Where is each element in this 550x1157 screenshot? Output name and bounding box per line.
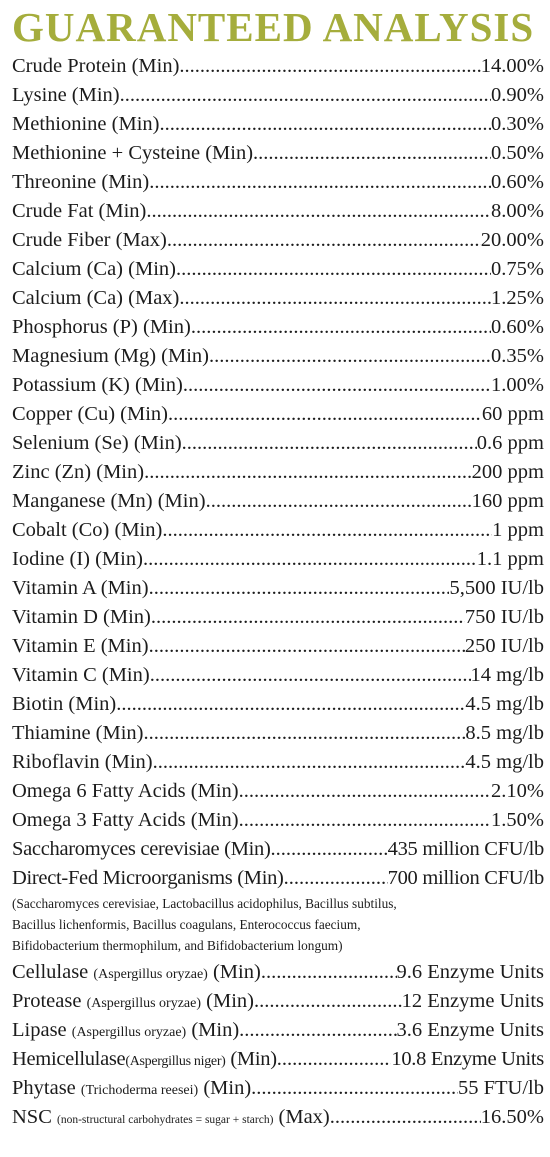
row-value: 0.35% (491, 345, 544, 367)
analysis-row-phytase (12, 1074, 544, 1103)
leader-dots (183, 371, 491, 400)
row-value: 60 ppm (481, 403, 544, 425)
analysis-row-crude-fat (12, 197, 544, 226)
enzyme-suffix: (Min) (212, 961, 261, 983)
row-label: Iodine (I) (Min) (12, 548, 143, 570)
enzyme-name: NSC (12, 1106, 52, 1128)
row-label: Direct-Fed Microorganisms (Min) (12, 867, 284, 889)
row-label: Copper (Cu) (Min) (12, 403, 169, 425)
enzyme-source: (Aspergillus oryzae) (71, 1025, 187, 1040)
note-line: Bifidobacterium thermophilum, and Bifidobacterium longum) (12, 938, 343, 953)
analysis-row-manganese (12, 487, 544, 516)
row-label: Potassium (K) (Min) (12, 374, 183, 396)
analysis-row-copper (12, 400, 544, 429)
row-label (12, 987, 254, 1016)
leader-dots (144, 458, 472, 487)
leader-dots (153, 748, 466, 777)
row-label: Vitamin E (Min) (12, 635, 149, 657)
analysis-row-vitamin-a (12, 574, 544, 603)
leader-dots (253, 139, 491, 168)
row-label: Vitamin D (Min) (12, 606, 151, 628)
row-value: 1.1 ppm (476, 548, 544, 570)
row-value: 250 IU/lb (464, 635, 544, 657)
leader-dots (209, 342, 491, 371)
leader-dots (151, 603, 465, 632)
row-value: 9.6 Enzyme Units (396, 961, 544, 983)
row-value: 10.8 Enzyme Units (391, 1048, 544, 1070)
note-line: (Saccharomyces cerevisiae, Lactobacillus acidophilus, Bacillus subtilus, (12, 896, 397, 911)
row-label: Calcium (Ca) (Min) (12, 258, 176, 280)
leader-dots (144, 719, 466, 748)
enzyme-source: (Trichoderma reesei) (80, 1083, 199, 1098)
enzyme-suffix: (Max) (278, 1106, 330, 1128)
row-value: 16.50% (480, 1106, 544, 1128)
analysis-row-crude-fiber (12, 226, 544, 255)
leader-dots (239, 777, 491, 806)
analysis-row-magnesium (12, 342, 544, 371)
row-value: 8.00% (491, 200, 544, 222)
row-label: Omega 3 Fatty Acids (Min) (12, 809, 239, 831)
note-line: Bacillus lichenformis, Bacillus coagulans, Enterococcus faecium, (12, 917, 361, 932)
row-label: Methionine + Cysteine (Min) (12, 142, 254, 164)
row-label: Crude Fiber (Max) (12, 229, 167, 251)
row-value: 435 million CFU/lb (387, 838, 544, 860)
analysis-row-cobalt (12, 516, 544, 545)
row-label (12, 958, 261, 987)
row-label: Thiamine (Min) (12, 722, 144, 744)
analysis-row-phosphorus (12, 313, 544, 342)
leader-dots (239, 1016, 396, 1045)
row-value: 0.30% (491, 113, 544, 135)
enzyme-source: (Aspergillus niger) (125, 1054, 226, 1069)
enzyme-suffix: (Min) (206, 990, 254, 1012)
analysis-row-lysine (12, 81, 544, 110)
row-label: Saccharomyces cerevisiae (Min) (12, 838, 271, 860)
leader-dots (149, 632, 465, 661)
leader-dots (150, 661, 471, 690)
analysis-row-vitamin-c (12, 661, 544, 690)
row-value: 0.75% (491, 258, 544, 280)
row-label: Calcium (Ca) (Max) (12, 287, 180, 309)
row-label: Vitamin A (Min) (12, 577, 149, 599)
row-label: Methionine (Min) (12, 113, 160, 135)
enzyme-name: Phytase (12, 1077, 76, 1099)
analysis-row-methionine-cysteine (12, 139, 544, 168)
row-value: 0.60% (491, 316, 544, 338)
analysis-row-crude-protein (12, 52, 544, 81)
leader-dots (143, 545, 477, 574)
row-label (12, 1016, 239, 1045)
analysis-row-omega-6 (12, 777, 544, 806)
enzyme-suffix: (Min) (203, 1077, 252, 1099)
leader-dots (162, 516, 492, 545)
row-value: 20.00% (480, 229, 544, 251)
leader-dots (168, 400, 482, 429)
leader-dots (254, 987, 402, 1016)
analysis-row-threonine (12, 168, 544, 197)
row-value: 750 IU/lb (464, 606, 544, 628)
leader-dots (330, 1103, 481, 1132)
leader-dots (239, 806, 491, 835)
row-label (12, 1103, 330, 1132)
analysis-row-potassium (12, 371, 544, 400)
row-value: 0.6 ppm (476, 432, 544, 454)
analysis-row-riboflavin (12, 748, 544, 777)
row-value: 12 Enzyme Units (401, 990, 544, 1012)
leader-dots (284, 864, 388, 893)
analysis-row-calcium-max (12, 284, 544, 313)
row-value: 55 FTU/lb (458, 1077, 544, 1099)
row-label: Biotin (Min) (12, 693, 117, 715)
enzyme-suffix: (Min) (191, 1019, 240, 1041)
row-value: 0.90% (491, 84, 544, 106)
row-value: 160 ppm (471, 490, 544, 512)
row-value: 4.5 mg/lb (465, 751, 544, 773)
row-label: Threonine (Min) (12, 171, 150, 193)
enzyme-source: (Aspergillus oryzae) (93, 967, 208, 982)
analysis-row-vitamin-e (12, 632, 544, 661)
row-label: Magnesium (Mg) (Min) (12, 345, 210, 367)
row-value: 5,500 IU/lb (449, 577, 544, 599)
analysis-row-direct-fed-microorganisms (12, 864, 544, 893)
leader-dots (179, 284, 491, 313)
leader-dots (120, 81, 491, 110)
enzyme-name: Protease (12, 990, 82, 1012)
row-value: 700 million CFU/lb (387, 867, 544, 889)
row-label: Zinc (Zn) (Min) (12, 461, 145, 483)
enzyme-source: (Aspergillus oryzae) (86, 996, 202, 1011)
row-value: 1.25% (491, 287, 544, 309)
analysis-row-calcium-min (12, 255, 544, 284)
leader-dots (167, 226, 481, 255)
analysis-row-hemicellulase (12, 1045, 544, 1074)
row-label: Cobalt (Co) (Min) (12, 519, 163, 541)
panel-title: GUARANTEED ANALYSIS (12, 4, 535, 50)
row-label: Crude Protein (Min) (12, 55, 180, 77)
analysis-row-omega-3 (12, 806, 544, 835)
row-value: 1.50% (491, 809, 544, 831)
row-value: 3.6 Enzyme Units (396, 1019, 544, 1041)
leader-dots (271, 835, 388, 864)
analysis-row-methionine (12, 110, 544, 139)
row-value: 14 mg/lb (470, 664, 544, 686)
analysis-row-protease (12, 987, 544, 1016)
row-value: 1 ppm (492, 519, 544, 541)
enzyme-name: Hemicellulase (12, 1048, 126, 1070)
leader-dots (191, 313, 491, 342)
row-label: Manganese (Mn) (Min) (12, 490, 206, 512)
leader-dots (179, 52, 480, 81)
analysis-row-biotin (12, 690, 544, 719)
analysis-row-saccharomyces (12, 835, 544, 864)
row-label (12, 1074, 251, 1103)
nsc-description: (non-structural carbohydrates = sugar + starch) (57, 1114, 274, 1126)
leader-dots (251, 1074, 458, 1103)
row-value: 4.5 mg/lb (465, 693, 544, 715)
analysis-row-vitamin-d (12, 603, 544, 632)
row-value: 1.00% (491, 374, 544, 396)
leader-dots (149, 574, 450, 603)
enzyme-suffix: (Min) (230, 1048, 277, 1070)
analysis-row-thiamine (12, 719, 544, 748)
row-value: 0.60% (491, 171, 544, 193)
row-label: Selenium (Se) (Min) (12, 432, 182, 454)
row-value: 0.50% (491, 142, 544, 164)
row-value: 8.5 mg/lb (465, 722, 544, 744)
leader-dots (206, 487, 472, 516)
enzyme-name: Lipase (12, 1019, 67, 1041)
row-value: 14.00% (480, 55, 544, 77)
row-label (12, 1045, 277, 1074)
row-label: Crude Fat (Min) (12, 200, 147, 222)
leader-dots (176, 255, 491, 284)
leader-dots (146, 197, 491, 226)
microorganism-note (12, 893, 544, 956)
leader-dots (116, 690, 465, 719)
analysis-row-lipase (12, 1016, 544, 1045)
row-value: 200 ppm (471, 461, 544, 483)
row-label: Vitamin C (Min) (12, 664, 150, 686)
analysis-row-zinc (12, 458, 544, 487)
row-label: Riboflavin (Min) (12, 751, 153, 773)
row-label: Phosphorus (P) (Min) (12, 316, 191, 338)
leader-dots (261, 958, 397, 987)
analysis-list (12, 52, 544, 1132)
analysis-row-nsc (12, 1103, 544, 1132)
enzyme-name: Cellulase (12, 961, 89, 983)
leader-dots (159, 110, 491, 139)
leader-dots (182, 429, 477, 458)
analysis-row-iodine (12, 545, 544, 574)
leader-dots (277, 1045, 392, 1074)
analysis-row-cellulase (12, 958, 544, 987)
row-label: Omega 6 Fatty Acids (Min) (12, 780, 239, 802)
leader-dots (149, 168, 491, 197)
row-value: 2.10% (491, 780, 544, 802)
analysis-row-selenium (12, 429, 544, 458)
row-label: Lysine (Min) (12, 84, 120, 106)
